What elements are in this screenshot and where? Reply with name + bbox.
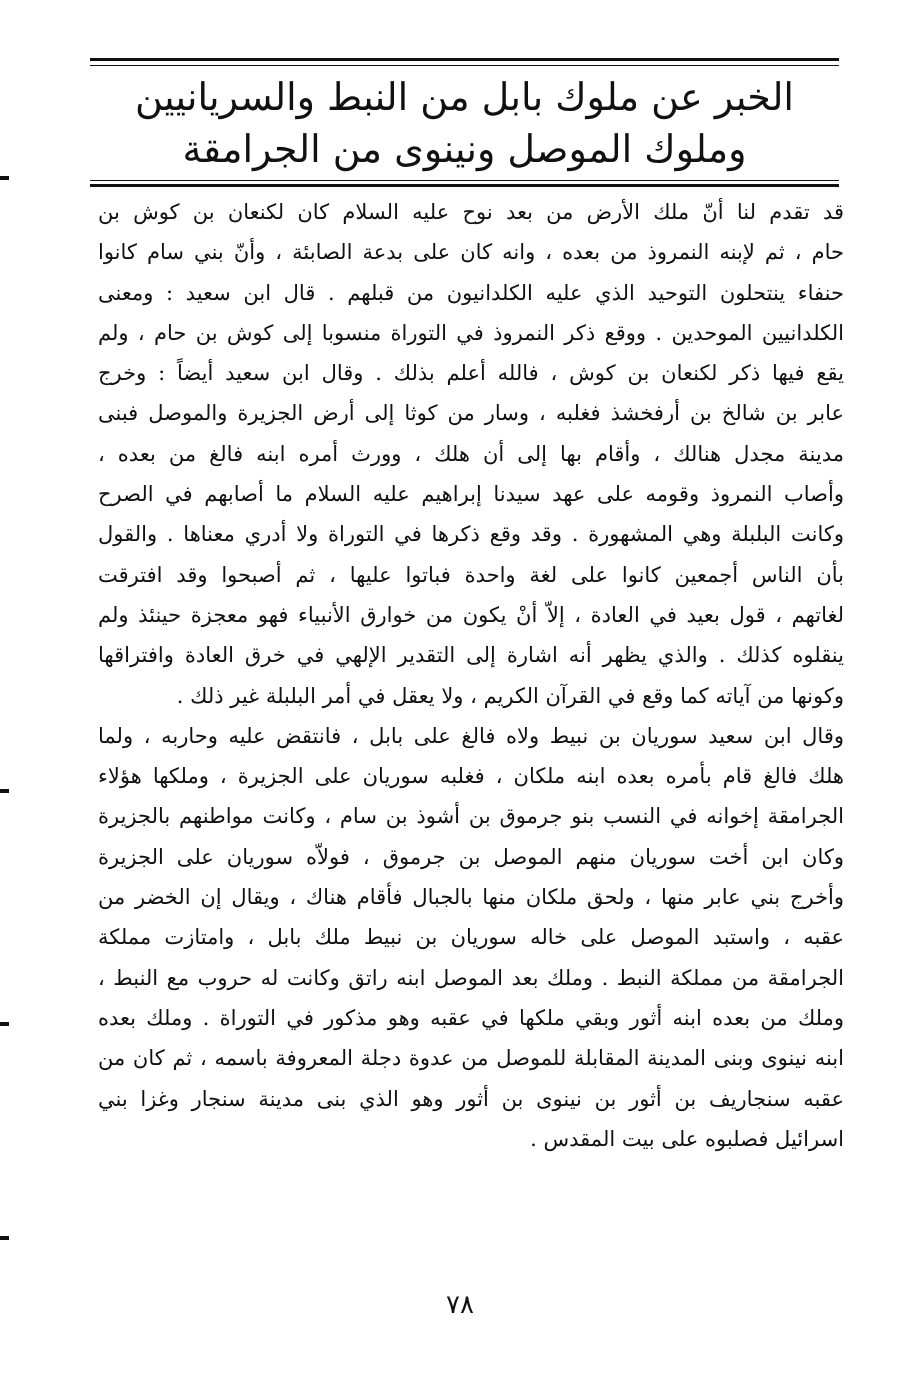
text-line: مدينة مجدل هنالك ، وأقام بها إلى أن هلك ، وورث أمره ابنه فالغ من بعده ، (98, 441, 844, 466)
header-rule-bottom-thin (90, 180, 839, 181)
text-line: وملك من بعده ابنه أثور وبقي ملكها في عقبه وهو مذكور في التوراة . وملك بعده (98, 1005, 844, 1030)
text-line: وكونها من آياته كما وقع في القرآن الكريم ، ولا يعقل في أمر البلبلة غير ذلك . (176, 683, 844, 708)
text-line: وكانت البلبلة وهي المشهورة . وقد وقع ذكرها في التوراة ولا أدري معناها . والقول (98, 522, 844, 547)
text-line: حام ، ثم لإبنه النمروذ من بعده ، وانه كان على بدعة الصابئة ، وأنّ بني سام كانوا (98, 240, 844, 265)
text-line: عقبه سنجاريف بن أثور بن نينوى بن أثور وهو الذي بنى مدينة سنجار وغزا بني (98, 1086, 844, 1111)
header-rule-top-thin (90, 65, 839, 66)
chapter-title-line-1: الخبر عن ملوك بابل من النبط والسريانيين (135, 75, 794, 119)
scan-edge-mark (0, 1236, 9, 1240)
text-line: الجرامقة من مملكة النبط . وملك بعد الموصل ابنه راتق وكانت له حروب مع النبط ، (98, 965, 844, 990)
text-line: وقال ابن سعيد سوريان بن نبيط ولاه فالغ على بابل ، فانتقض عليه وحاربه ، ولما (98, 723, 844, 748)
text-line: قد تقدم لنا أنّ ملك الأرض من بعد نوح عليه السلام كان لكنعان بن كوش بن (98, 200, 844, 224)
text-line: لغاتهم ، قول بعيد في العادة ، إلاّ أنْ يكون من خوارق الأنبياء فهو معجزة حينئذ ولم (98, 602, 844, 627)
text-line: ابنه نينوى وبنى المدينة المقابلة للموصل من عدوة دجلة المعروفة باسمه ، ثم كان من (98, 1046, 844, 1071)
text-line: عابر بن شالخ بن أرفخشذ فغلبه ، وسار من كوثا إلى أرض الجزيرة والموصل فبنى (98, 401, 844, 426)
page-number: ٧٨ (446, 1290, 474, 1320)
text-line: هلك فالغ قام بأمره بعده ابنه ملكان ، فغلبه سوريان على الجزيرة ، وملكها هؤلاء (98, 764, 844, 789)
text-line: وكان ابن أخت سوريان منهم الموصل بن جرموق ، فولاّه سوريان على الجزيرة (98, 844, 844, 869)
text-line: الجرامقة إخوانه في النسب بنو جرموق بن أشوذ بن سام ، وكانت مواطنهم بالجزيرة (98, 804, 844, 829)
scan-edge-mark (0, 789, 9, 793)
text-line: وأصاب النمروذ وقومه على عهد سيدنا إبراهيم عليه السلام ما أصابهم في الصرح (98, 482, 844, 507)
body-text (98, 192, 844, 1159)
scan-edge-mark (0, 176, 9, 180)
header-rule-top-thick (90, 58, 839, 61)
text-line: ينقلوه كذلك . والذي يظهر أنه اشارة إلى التقدير الإلهي في خرق العادة وافتراقها (98, 643, 844, 668)
text-line: حنفاء ينتحلون التوحيد الذي عليه الكلدانيون من قبلهم . قال ابن سعيد : ومعنى (98, 280, 844, 305)
text-line: بأن الناس أجمعين كانوا على لغة واحدة فباتوا عليها ، ثم أصبحوا وقد افترقت (98, 562, 844, 587)
text-line: وأخرج بني عابر منها ، ولحق ملكان منها بالجبال فأقام هناك ، ويقال إن الخضر من (98, 885, 844, 910)
text-line: عقبه ، واستبد الموصل على خاله سوريان بن نبيط ملك بابل ، وامتازت مملكة (98, 925, 844, 950)
scan-edge-mark (0, 1022, 9, 1026)
header-rule-bottom-thick (90, 184, 839, 187)
chapter-title-line-2: وملوك الموصل ونينوى من الجرامقة (182, 127, 747, 171)
text-line: اسرائيل فصلبوه على بيت المقدس . (530, 1126, 844, 1151)
text-line: الكلدانيين الموحدين . ووقع ذكر النمروذ في التوراة منسوبا إلى كوش بن حام ، ولم (98, 320, 844, 345)
text-line: يقع فيها ذكر لكنعان بن كوش ، فالله أعلم بذلك . وقال ابن سعيد أيضاً : وخرج (98, 361, 844, 386)
